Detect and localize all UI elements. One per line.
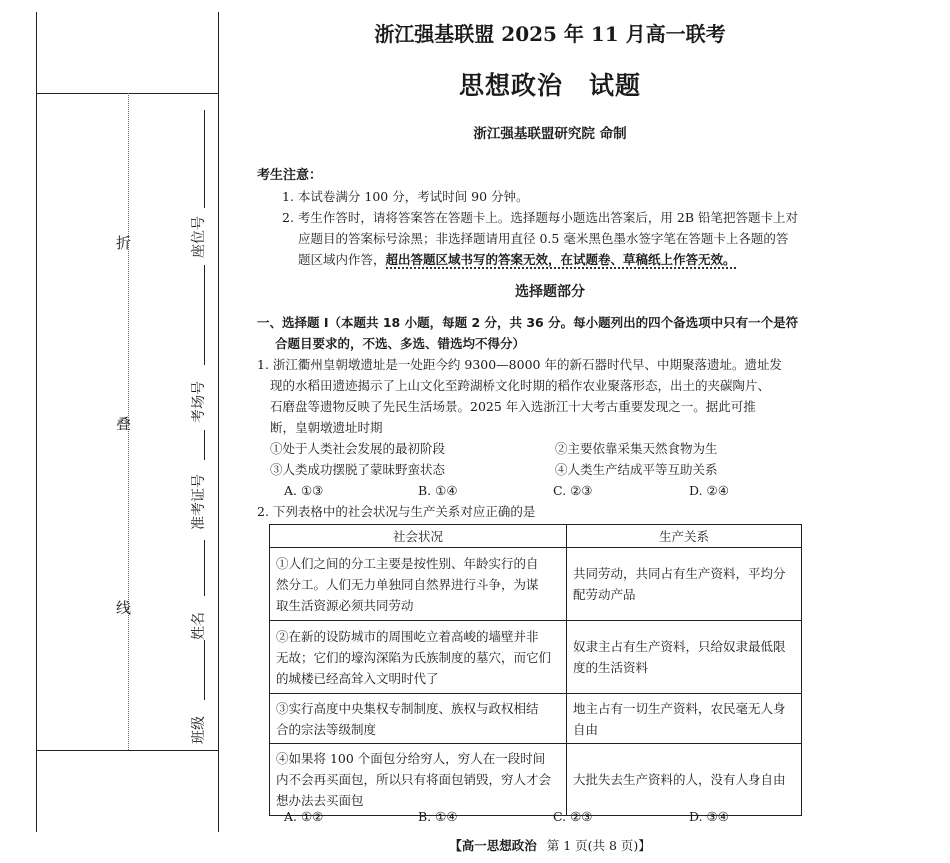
part1-instructions-2: 合题目要求的，不选、多选、错选均不得分） xyxy=(275,336,526,351)
name-label: 姓名 xyxy=(191,612,207,640)
table-header-row xyxy=(270,525,802,548)
q1-statement-3: ③人类成功摆脱了蒙昧野蛮状态 xyxy=(270,462,446,477)
seat-number-label: 座位号 xyxy=(191,216,207,258)
margin-outer-line xyxy=(36,12,37,832)
q1-statement-4: ④人类生产结成平等互助关系 xyxy=(555,462,718,477)
row2-relation: 奴隶主占有生产资料，只给奴隶最低限 度的生活资料 xyxy=(567,621,802,694)
notice-emphasis: 超出答题区域书写的答案无效，在试题卷、草稿纸上作答无效。 xyxy=(385,252,736,267)
class-label: 班级 xyxy=(191,716,207,744)
q2-option-a[interactable]: A. ①② xyxy=(284,809,324,824)
notice-item-2-cont: 应题目的答案标号涂黑；非选择题请用直径 0.5 毫米黑色墨水签字笔在答题卡上各题的答 xyxy=(298,231,789,246)
row1-relation: 共同劳动，共同占有生产资料，平均分 配劳动产品 xyxy=(567,548,802,621)
q1-statement-1: ①处于人类社会发展的最初阶段 xyxy=(270,441,446,456)
publisher-line: 浙江强基联盟研究院 命制 xyxy=(473,126,627,142)
row3-relation: 地主占有一切生产资料，农民毫无人身 自由 xyxy=(567,694,802,744)
notice-item-2-end xyxy=(298,249,736,270)
q1-option-a[interactable]: A. ①③ xyxy=(284,483,324,498)
q2-option-d[interactable]: D. ③④ xyxy=(689,809,729,824)
q1-stem-line-4: 断，皇朝墩遗址时期 xyxy=(270,420,383,435)
q1-stem-line-3: 石磨盘等遗物反映了先民生活场景。2025 年入选浙江十大考古重要发现之一。据此可推 xyxy=(270,399,756,414)
header-social-condition: 社会状况 xyxy=(270,525,567,548)
q1-option-b[interactable]: B. ①④ xyxy=(418,483,458,498)
notice-item-2: 2. 考生作答时，请将答案答在答题卡上。选择题每小题选出答案后，用 2B 铅笔把答题卡上对 xyxy=(282,210,798,225)
notice-item-2-tail: 题区域内作答， xyxy=(298,252,386,267)
part1-instructions-1: 一、选择题 Ⅰ（本题共 18 小题，每题 2 分，共 36 分。每小题列出的四个备选项中只有一个是符 xyxy=(257,315,799,330)
row1-condition: ①人们之间的分工主要是按性别、年龄实行的自 然分工。人们无力单独同自然界进行斗争，为谋 取生活资源必须共同劳动 xyxy=(270,548,567,621)
table-row xyxy=(270,621,802,694)
ticket-number-label: 准考证号 xyxy=(191,474,207,530)
q1-option-d[interactable]: D. ②④ xyxy=(689,483,729,498)
q2-option-c[interactable]: C. ②③ xyxy=(553,809,593,824)
fold-char-2: 叠 xyxy=(116,415,132,433)
q1-stem-line-1: 1. 浙江衢州皇朝墩遗址是一处距今约 9300—8000 年的新石器时代早、中期聚落遗址。遗址发 xyxy=(257,357,782,372)
footer-page: 第 1 页(共 8 页)】 xyxy=(546,838,651,853)
footer-subject: 【高一思想政治 xyxy=(449,838,537,853)
row3-condition: ③实行高度中央集权专制制度、族权与政权相结 合的宗法等级制度 xyxy=(270,694,567,744)
society-relations-table xyxy=(269,524,802,816)
row4-relation: 大批失去生产资料的人，没有人身自由 xyxy=(567,744,802,816)
table-row xyxy=(270,694,802,744)
subject-title: 思想政治 试题 xyxy=(458,71,641,100)
margin-top-rule xyxy=(36,93,218,94)
notice-item-1: 1. 本试卷满分 100 分，考试时间 90 分钟。 xyxy=(282,189,529,204)
margin-inner-line xyxy=(218,12,219,832)
section-title: 选择题部分 xyxy=(515,284,585,300)
q1-option-c[interactable]: C. ②③ xyxy=(553,483,593,498)
q1-stem-line-2: 现的水稻田遗迹揭示了上山文化至跨湖桥文化时期的稻作农业聚落形态，出土的夹碳陶片、 xyxy=(270,378,771,393)
fold-char-1: 折 xyxy=(116,234,132,252)
exam-room-label: 考场号 xyxy=(191,381,207,423)
table-row xyxy=(270,548,802,621)
notice-heading: 考生注意： xyxy=(257,168,323,183)
fold-char-3: 线 xyxy=(116,599,132,617)
q2-option-b[interactable]: B. ①④ xyxy=(418,809,458,824)
margin-bottom-rule xyxy=(36,750,218,751)
page-footer xyxy=(250,836,850,854)
q2-stem: 2. 下列表格中的社会状况与生产关系对应正确的是 xyxy=(257,504,536,519)
row2-condition: ②在新的设防城市的周围屹立着高峻的墙壁并非 无故；它们的壕沟深陷为氏族制度的墓穴，而它们 的城楼已经高耸入文明时代了 xyxy=(270,621,567,694)
header-production-relation: 生产关系 xyxy=(567,525,802,548)
row4-condition: ④如果将 100 个面包分给穷人，穷人在一段时间 内不会再买面包，所以只有将面包销毁，穷人才会 想办法去买面包 xyxy=(270,744,567,816)
exam-title: 浙江强基联盟 2025 年 11 月高一联考 xyxy=(374,22,726,46)
q1-statement-2: ②主要依靠采集天然食物为生 xyxy=(555,441,718,456)
table-row xyxy=(270,744,802,816)
